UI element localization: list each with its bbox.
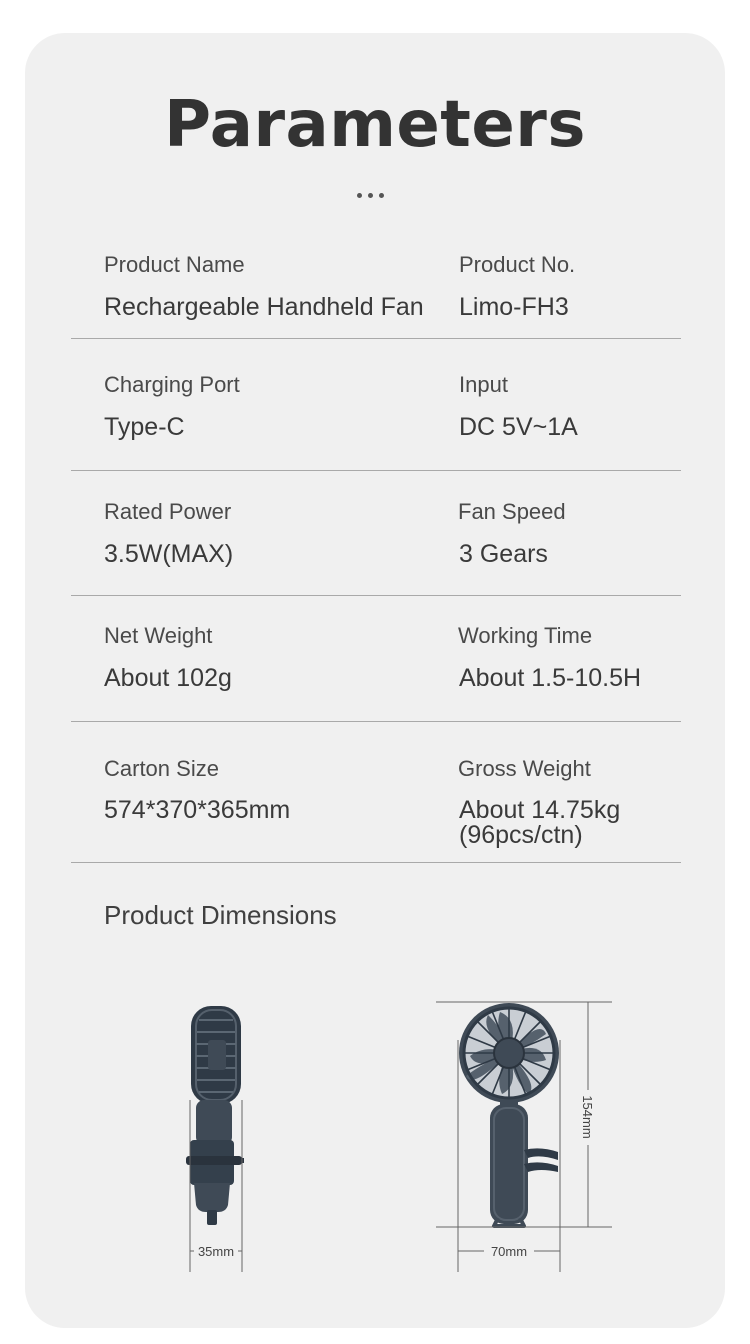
spec-value-product-name: Rechargeable Handheld Fan (104, 293, 424, 321)
spec-label-input: Input (459, 372, 508, 397)
spec-value-carton-size: 574*370*365mm (104, 796, 291, 824)
spec-label-fan-speed: Fan Speed (458, 499, 566, 524)
front-width-label: 70mm (490, 1244, 528, 1259)
spec-value-gross-weight-note: (96pcs/ctn) (459, 821, 583, 849)
spec-label-rated-power: Rated Power (104, 499, 232, 524)
spec-label-product-name: Product Name (104, 252, 245, 277)
front-height-label: 154mm (580, 1095, 595, 1139)
spec-label-working-time: Working Time (458, 623, 593, 648)
spec-value-working-time: About 1.5-10.5H (459, 664, 642, 692)
spec-value-fan-speed: 3 Gears (459, 540, 548, 568)
page-title: Parameters (164, 88, 586, 162)
spec-value-rated-power: 3.5W(MAX) (104, 540, 234, 568)
spec-label-gross-weight: Gross Weight (458, 756, 591, 781)
spec-value-input: DC 5V~1A (459, 413, 578, 441)
dimensions-title: Product Dimensions (104, 900, 337, 930)
spec-value-gross-weight: About 14.75kg (459, 796, 621, 824)
spec-value-product-no: Limo-FH3 (459, 293, 569, 321)
spec-label-charging-port: Charging Port (104, 372, 240, 397)
fan-side-view (186, 1006, 244, 1272)
spec-label-net-weight: Net Weight (104, 623, 213, 648)
spec-label-carton-size: Carton Size (104, 756, 219, 781)
spec-value-net-weight: About 102g (104, 664, 232, 692)
side-width-label: 35mm (197, 1244, 235, 1259)
spec-value-charging-port: Type-C (104, 413, 185, 441)
spec-label-product-no: Product No. (459, 252, 576, 277)
